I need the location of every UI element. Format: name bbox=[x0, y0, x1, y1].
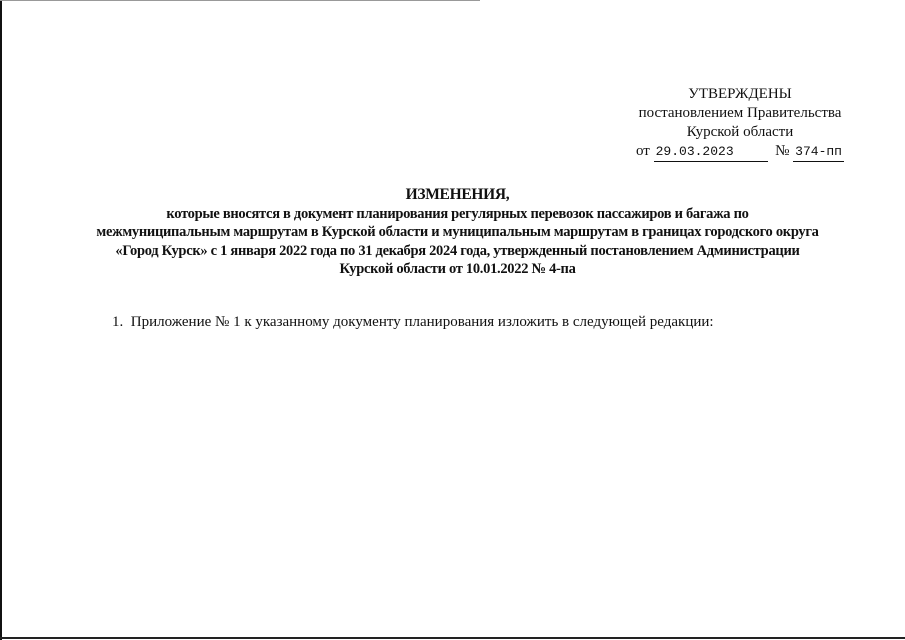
document-title-block bbox=[50, 186, 865, 279]
subtitle-line: межмуниципальным маршрутам в Курской области и муниципальным маршрутам в границах городского округа bbox=[96, 224, 819, 240]
subtitle-line: которые вносятся в документ планирования регулярных перевозок пассажиров и багажа по bbox=[166, 205, 749, 222]
approval-heading: УТВЕРЖДЕНЫ bbox=[688, 86, 792, 102]
approval-date-line bbox=[610, 142, 870, 162]
approval-stamp bbox=[610, 85, 870, 162]
document-title: ИЗМЕНЕНИЯ, bbox=[405, 186, 510, 203]
approval-line-2: Курской области bbox=[686, 124, 794, 140]
scan-edge-left bbox=[0, 0, 2, 640]
subtitle-line: Курской области от 10.01.2022 № 4-па bbox=[339, 261, 576, 277]
subtitle-line: «Город Курск» с 1 января 2022 года по 31 декабря 2024 года, утвержденный постановлением Администрации bbox=[115, 242, 800, 259]
date-prefix: от bbox=[636, 143, 650, 159]
approval-number: 374-пп bbox=[793, 142, 844, 162]
paragraph-1: 1. Приложение № 1 к указанному документу планирования изложить в следующей редакции: bbox=[112, 314, 714, 330]
scan-edge-bottom bbox=[0, 637, 905, 639]
number-prefix: № bbox=[775, 143, 790, 159]
scan-edge-top bbox=[0, 0, 480, 1]
approval-line-1: постановлением Правительства bbox=[638, 105, 842, 121]
approval-date: 29.03.2023 bbox=[654, 142, 768, 162]
